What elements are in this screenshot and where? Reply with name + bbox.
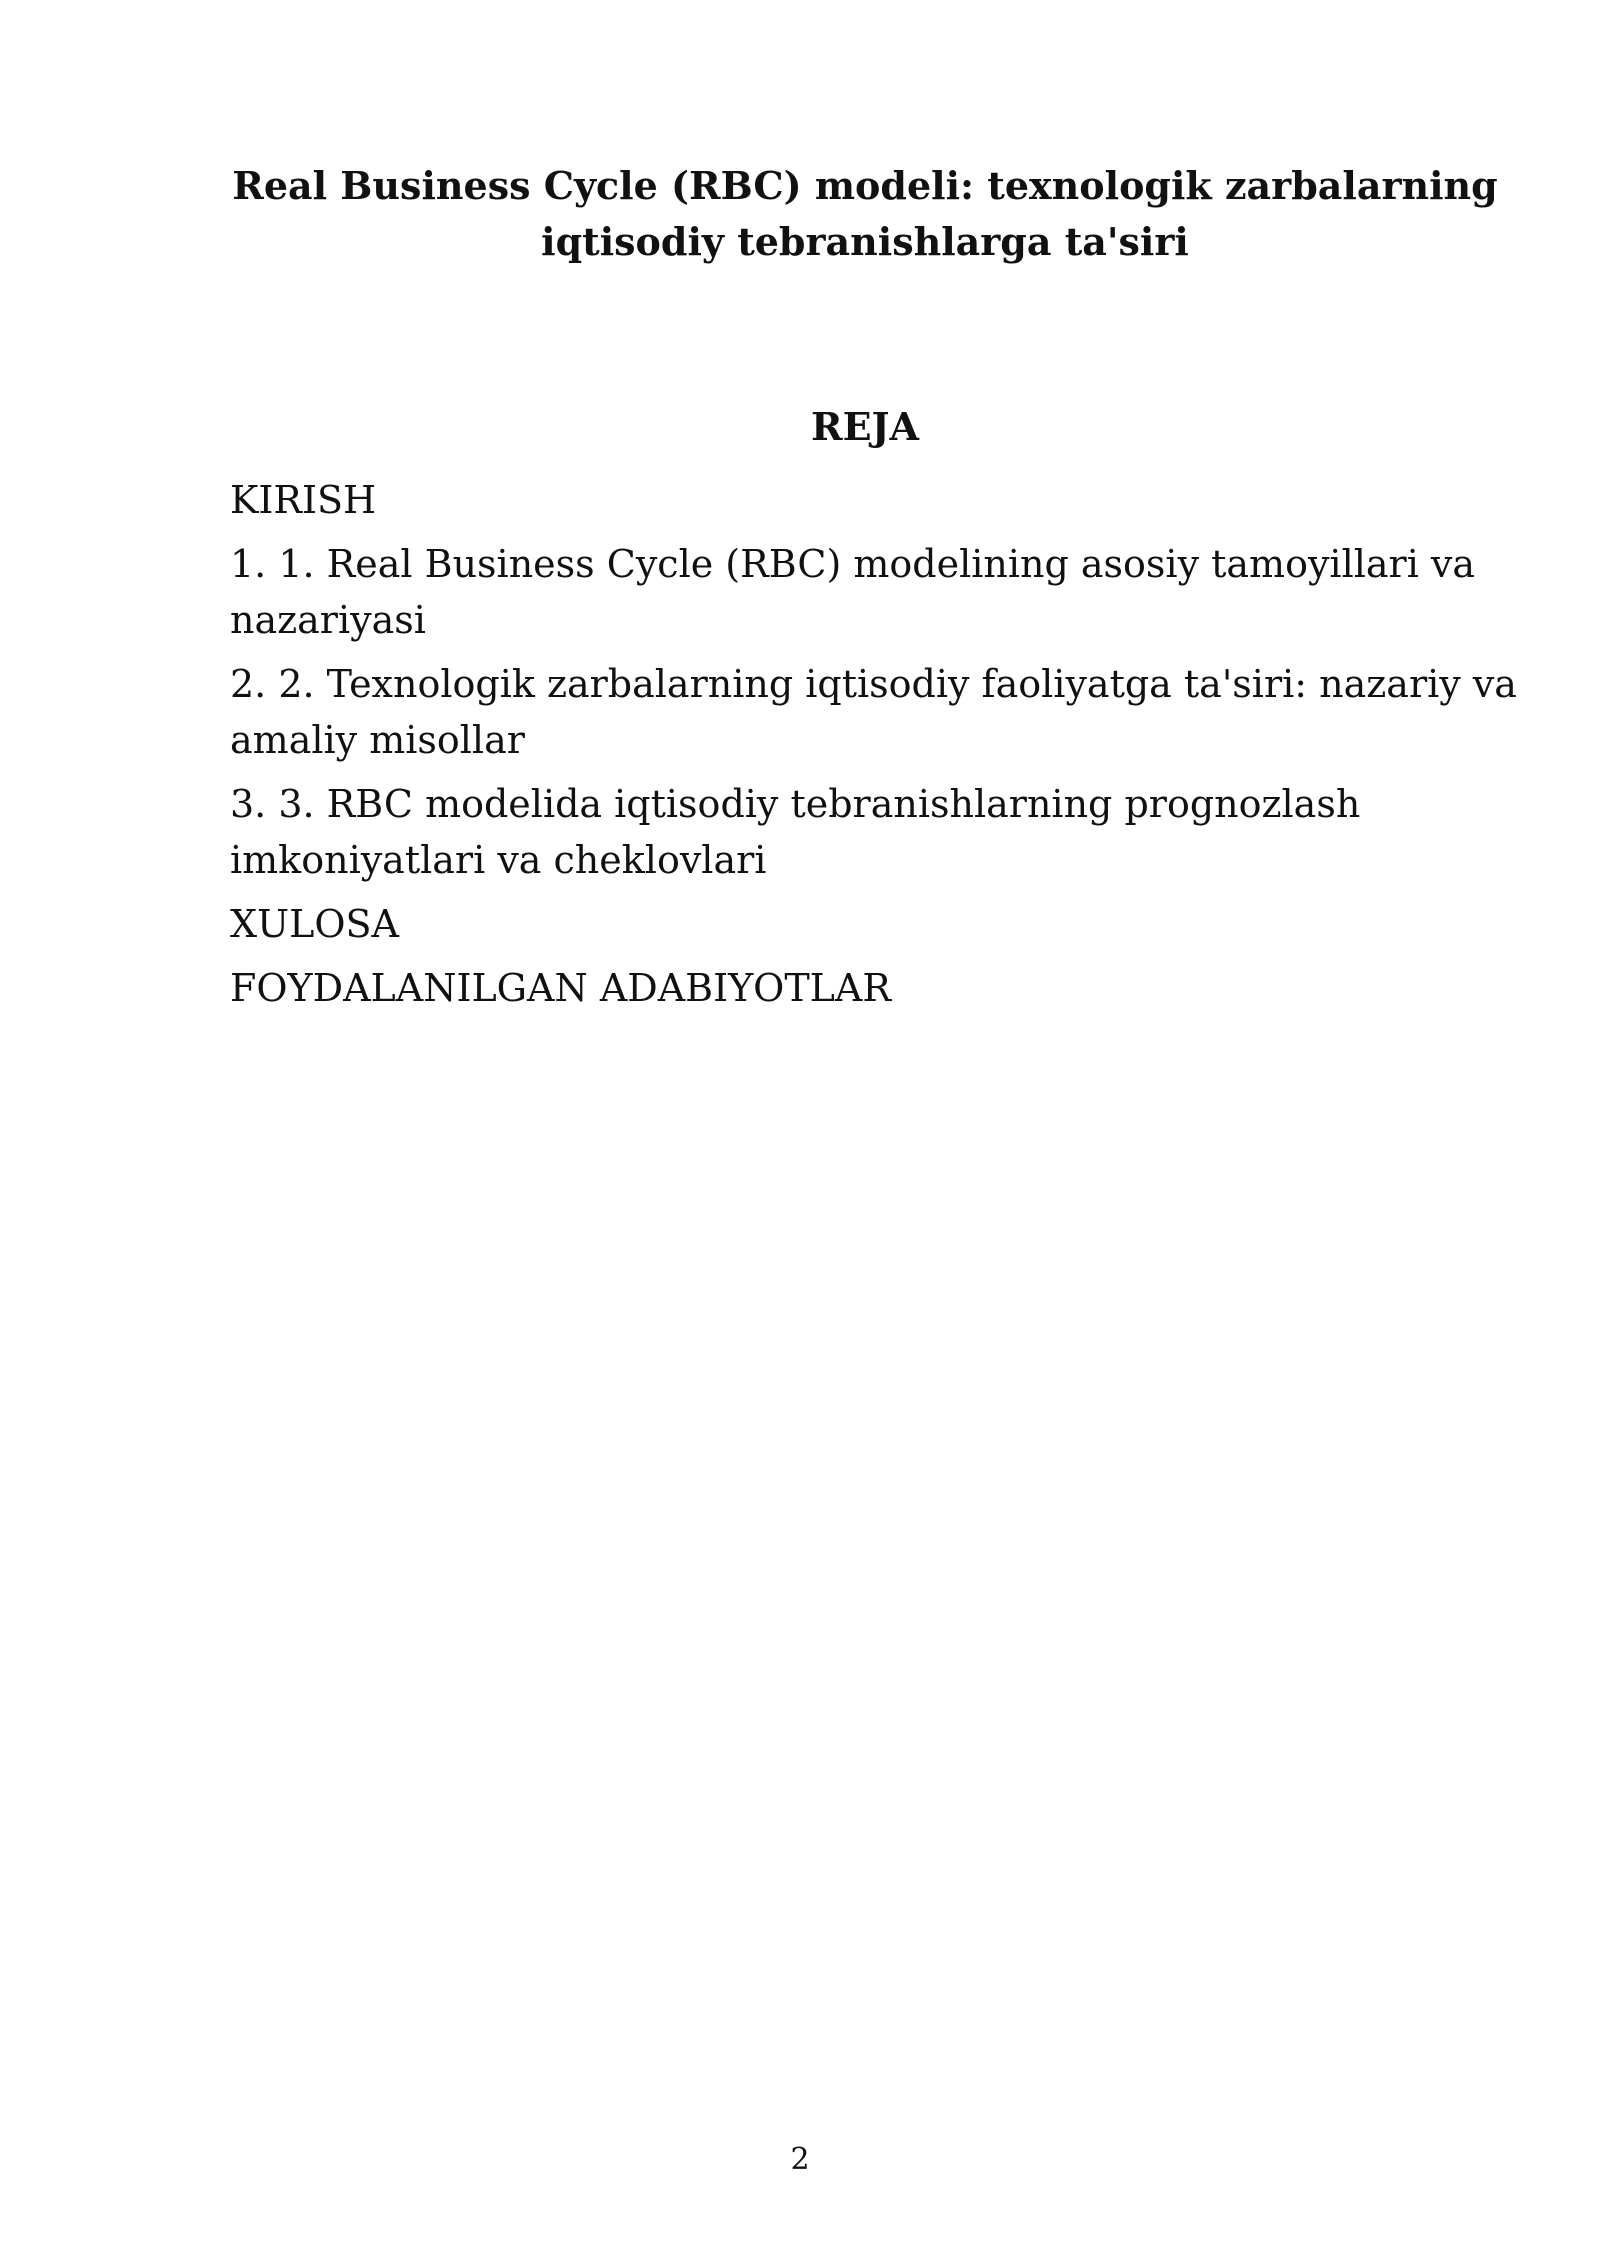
table-of-contents [230,472,1530,1024]
plan-heading: REJA [810,404,919,449]
page-number: 2 [790,2142,810,2177]
toc-item-chapter-1: 1. 1. Real Business Cycle (RBC) modelining asosiy tamoyillari va nazariyasi [230,542,1476,642]
toc-item-chapter-3: 3. 3. RBC modelida iqtisodiy tebranishlarning prognozlash imkoniyatlari va cheklovlari [230,782,1361,882]
toc-item-introduction: KIRISH [230,478,377,522]
document-title [200,158,1530,270]
toc-item-references: FOYDALANILGAN ADABIYOTLAR [230,966,891,1010]
document-title-line2: iqtisodiy tebranishlarga ta'siri [541,219,1189,264]
document-title-line1: Real Business Cycle (RBC) modeli: texnologik zarbalarning [232,163,1498,208]
toc-item-chapter-2: 2. 2. Texnologik zarbalarning iqtisodiy faoliyatga ta'siri: nazariy va amaliy misollar [230,662,1517,762]
toc-item-conclusion: XULOSA [230,902,399,946]
